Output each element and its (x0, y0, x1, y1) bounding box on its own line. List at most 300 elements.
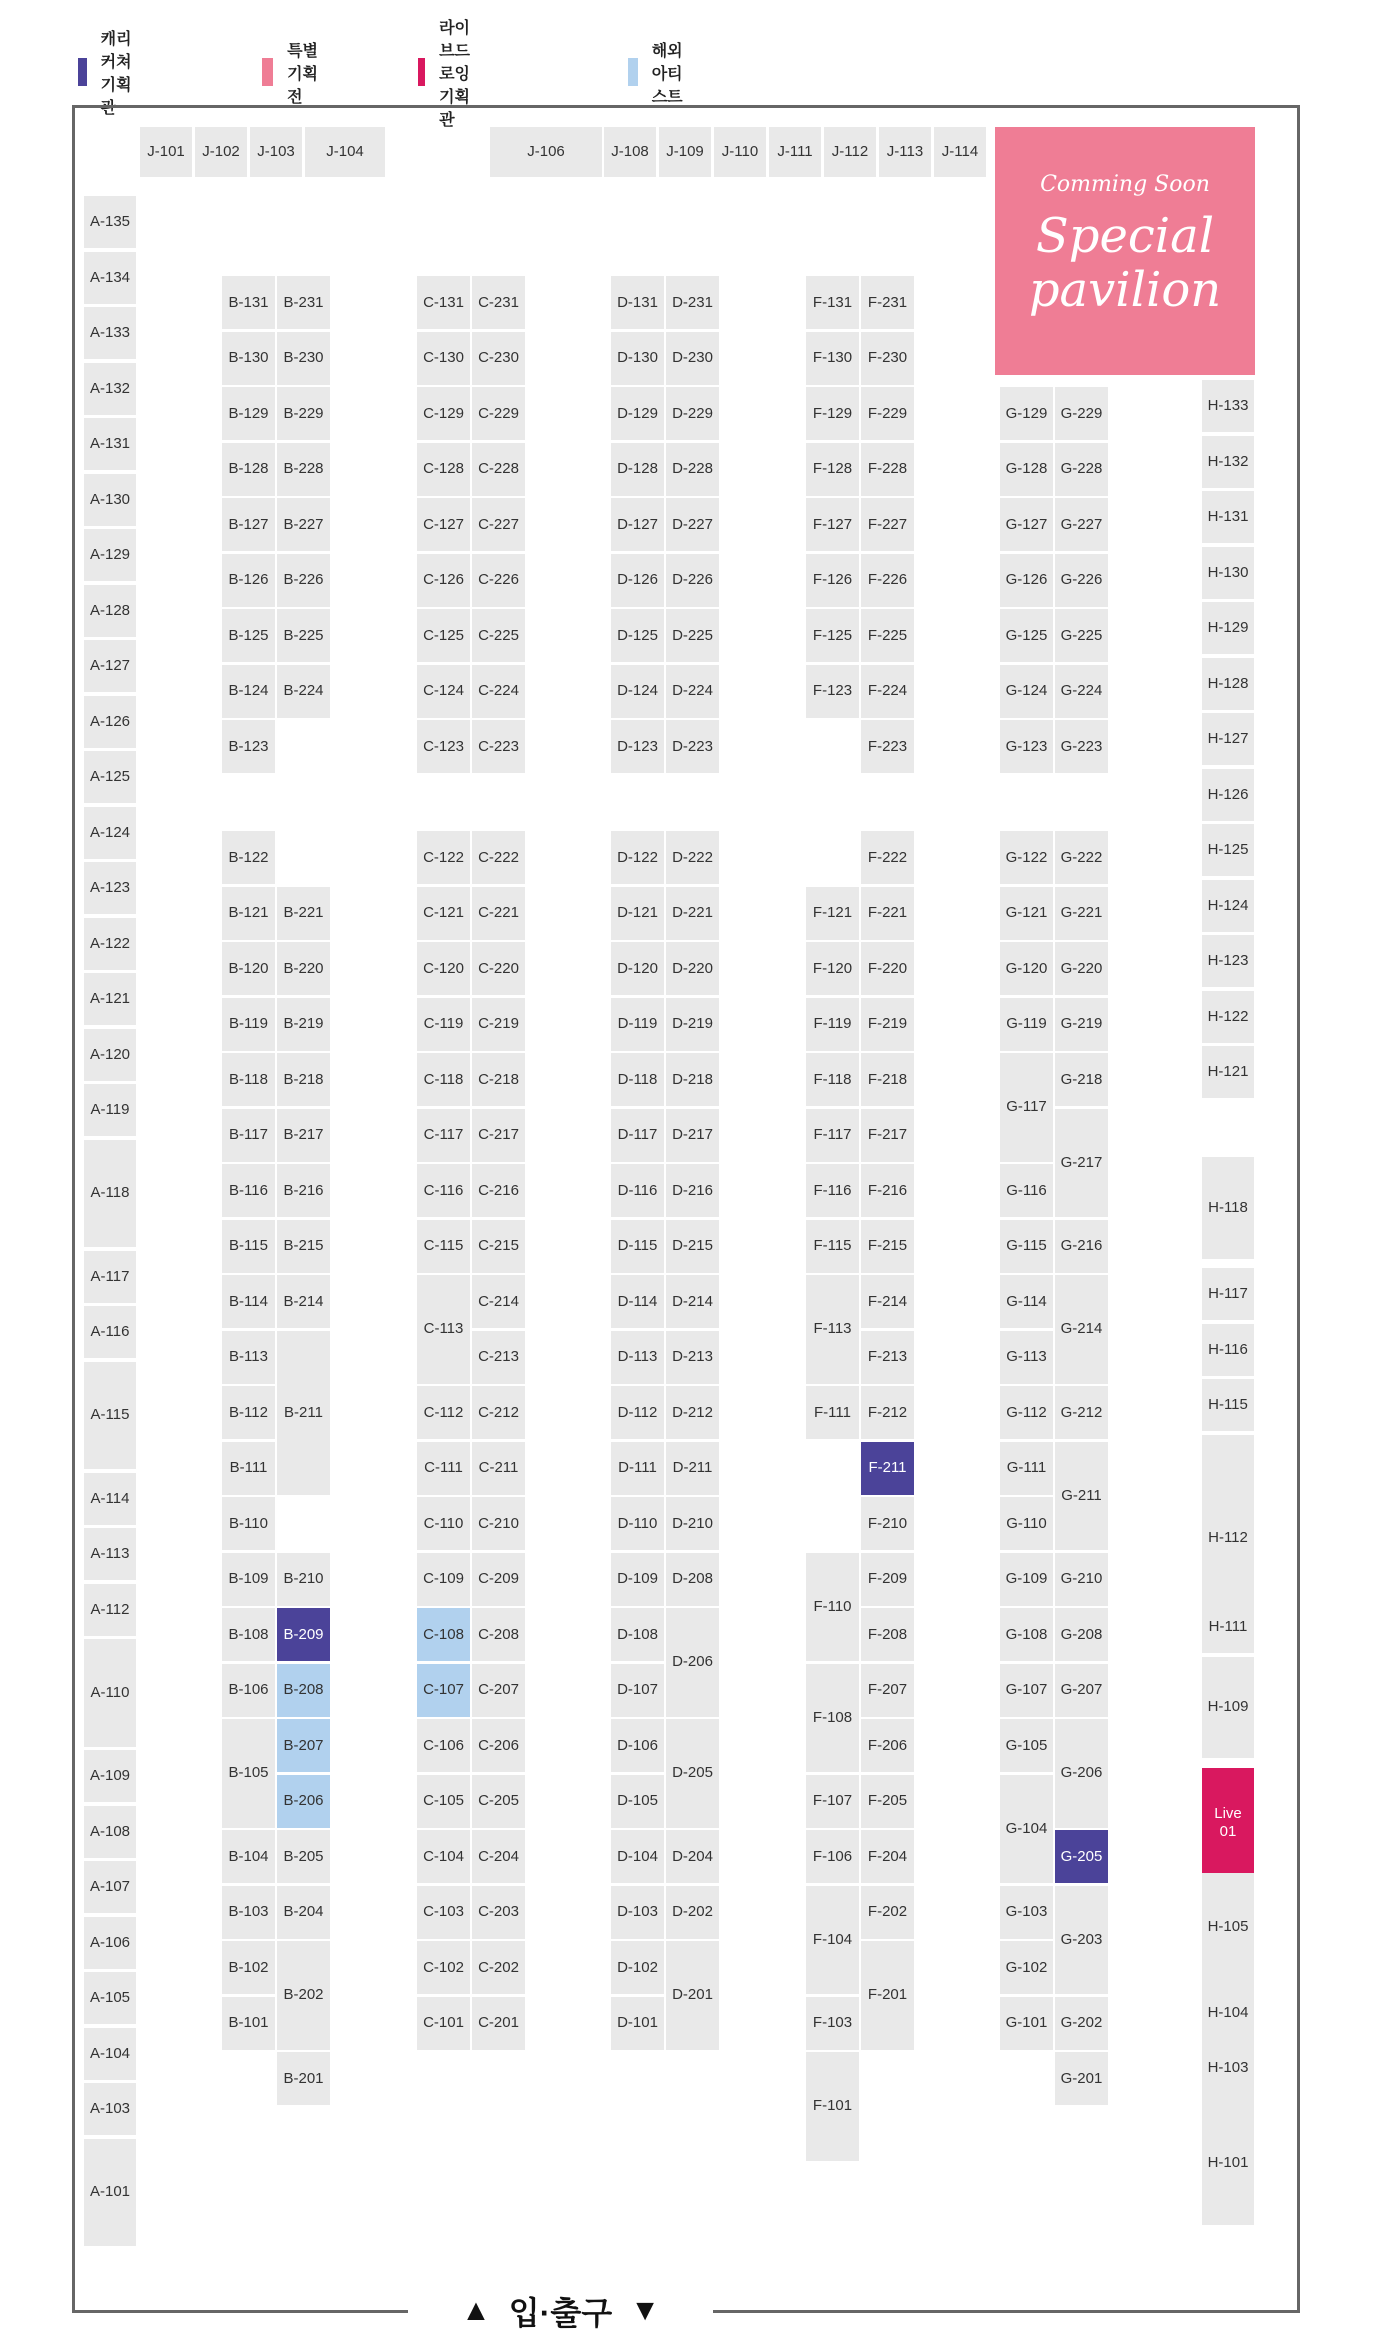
booth-f2-9[interactable]: F-222 (861, 831, 914, 884)
booth-c2-9[interactable]: C-222 (472, 831, 525, 884)
booth-g1-8[interactable]: G-121 (1000, 887, 1053, 940)
booth-d1-13[interactable]: D-118 (611, 1053, 664, 1106)
booth-d1-4[interactable]: D-127 (611, 498, 664, 551)
booth-f2-20[interactable]: F-211 (861, 1442, 914, 1495)
booth-c2-28[interactable]: C-203 (472, 1886, 525, 1939)
booth-a-30[interactable]: A-104 (84, 2028, 136, 2080)
booth-d1-21[interactable]: D-110 (611, 1497, 664, 1550)
booth-d2-13[interactable]: D-218 (666, 1053, 719, 1106)
booth-c1-5[interactable]: C-126 (417, 554, 470, 607)
booth-c1-16[interactable]: C-115 (417, 1220, 470, 1273)
booth-f2-0[interactable]: F-231 (861, 276, 914, 329)
booth-b1-4[interactable]: B-127 (222, 498, 275, 551)
booth-d1-24[interactable]: D-107 (611, 1664, 664, 1717)
booth-c1-22[interactable]: C-108 (417, 1608, 470, 1661)
booth-c2-3[interactable]: C-228 (472, 443, 525, 496)
booth-f2-13[interactable]: F-218 (861, 1053, 914, 1106)
booth-b2-11[interactable]: B-218 (277, 1053, 330, 1106)
booth-c2-22[interactable]: C-209 (472, 1553, 525, 1606)
booth-a-20[interactable]: A-115 (84, 1362, 136, 1470)
booth-b1-12[interactable]: B-119 (222, 998, 275, 1051)
booth-a-24[interactable]: A-110 (84, 1639, 136, 1747)
booth-f1-19[interactable]: F-107 (806, 1775, 859, 1828)
booth-b2-13[interactable]: B-216 (277, 1164, 330, 1217)
booth-f2-8[interactable]: F-223 (861, 720, 914, 773)
booth-d2-0[interactable]: D-231 (666, 276, 719, 329)
booth-a-14[interactable]: A-121 (84, 973, 136, 1025)
booth-b2-16[interactable]: B-211 (277, 1331, 330, 1495)
booth-g1-12[interactable]: G-116 (1000, 1164, 1053, 1217)
booth-c1-11[interactable]: C-120 (417, 942, 470, 995)
booth-c2-25[interactable]: C-206 (472, 1719, 525, 1772)
booth-c2-17[interactable]: C-214 (472, 1275, 525, 1328)
booth-c1-23[interactable]: C-107 (417, 1664, 470, 1717)
booth-b1-3[interactable]: B-128 (222, 443, 275, 496)
booth-a-22[interactable]: A-113 (84, 1528, 136, 1580)
booth-g1-11[interactable]: G-117 (1000, 1053, 1053, 1162)
booth-d1-17[interactable]: D-114 (611, 1275, 664, 1328)
booth-j-0[interactable]: J-101 (140, 127, 192, 177)
booth-g1-2[interactable]: G-127 (1000, 498, 1053, 551)
booth-b1-6[interactable]: B-125 (222, 609, 275, 662)
booth-f2-19[interactable]: F-212 (861, 1386, 914, 1439)
booth-c2-18[interactable]: C-213 (472, 1331, 525, 1384)
booth-g2-22[interactable]: G-203 (1055, 1886, 1108, 1995)
booth-g1-22[interactable]: G-105 (1000, 1719, 1053, 1772)
booth-h-8[interactable]: H-125 (1202, 824, 1254, 876)
booth-c1-7[interactable]: C-124 (417, 665, 470, 718)
booth-a-5[interactable]: A-130 (84, 474, 136, 526)
booth-d2-9[interactable]: D-222 (666, 831, 719, 884)
booth-f1-22[interactable]: F-103 (806, 1997, 859, 2050)
booth-j-3[interactable]: J-104 (305, 127, 385, 177)
booth-f2-15[interactable]: F-216 (861, 1164, 914, 1217)
booth-f2-25[interactable]: F-206 (861, 1719, 914, 1772)
booth-b1-19[interactable]: B-112 (222, 1386, 275, 1439)
booth-d1-20[interactable]: D-111 (611, 1442, 664, 1495)
booth-b2-1[interactable]: B-230 (277, 332, 330, 385)
booth-b2-24[interactable]: B-202 (277, 1941, 330, 2050)
booth-b2-5[interactable]: B-226 (277, 554, 330, 607)
booth-g1-6[interactable]: G-123 (1000, 720, 1053, 773)
booth-g2-17[interactable]: G-210 (1055, 1553, 1108, 1606)
booth-d2-18[interactable]: D-213 (666, 1331, 719, 1384)
booth-c2-2[interactable]: C-229 (472, 387, 525, 440)
booth-d2-21[interactable]: D-210 (666, 1497, 719, 1550)
booth-d1-6[interactable]: D-125 (611, 609, 664, 662)
booth-b2-2[interactable]: B-229 (277, 387, 330, 440)
booth-c2-29[interactable]: C-202 (472, 1941, 525, 1994)
booth-d2-16[interactable]: D-215 (666, 1220, 719, 1273)
booth-a-6[interactable]: A-129 (84, 529, 136, 581)
booth-g2-20[interactable]: G-206 (1055, 1719, 1108, 1828)
booth-d2-12[interactable]: D-219 (666, 998, 719, 1051)
booth-d1-9[interactable]: D-122 (611, 831, 664, 884)
booth-h-1[interactable]: H-132 (1202, 436, 1254, 488)
booth-d1-15[interactable]: D-116 (611, 1164, 664, 1217)
booth-b2-21[interactable]: B-206 (277, 1775, 330, 1828)
booth-c2-5[interactable]: C-226 (472, 554, 525, 607)
booth-b1-10[interactable]: B-121 (222, 887, 275, 940)
booth-d2-26[interactable]: D-202 (666, 1886, 719, 1939)
booth-c1-4[interactable]: C-127 (417, 498, 470, 551)
booth-d1-1[interactable]: D-130 (611, 332, 664, 385)
booth-d1-0[interactable]: D-131 (611, 276, 664, 329)
booth-c1-2[interactable]: C-129 (417, 387, 470, 440)
booth-g1-4[interactable]: G-125 (1000, 609, 1053, 662)
booth-d2-1[interactable]: D-230 (666, 332, 719, 385)
booth-f1-14[interactable]: F-115 (806, 1220, 859, 1273)
booth-b1-29[interactable]: B-101 (222, 1997, 275, 2050)
booth-j-7[interactable]: J-110 (714, 127, 766, 177)
booth-d2-2[interactable]: D-229 (666, 387, 719, 440)
booth-f1-4[interactable]: F-127 (806, 498, 859, 551)
booth-f2-23[interactable]: F-208 (861, 1608, 914, 1661)
booth-c2-6[interactable]: C-225 (472, 609, 525, 662)
booth-f1-16[interactable]: F-111 (806, 1386, 859, 1439)
booth-g2-13[interactable]: G-216 (1055, 1220, 1108, 1273)
booth-a-10[interactable]: A-125 (84, 751, 136, 803)
booth-j-8[interactable]: J-111 (769, 127, 821, 177)
booth-c2-15[interactable]: C-216 (472, 1164, 525, 1217)
booth-a-18[interactable]: A-117 (84, 1251, 136, 1303)
booth-a-11[interactable]: A-124 (84, 807, 136, 859)
booth-g2-19[interactable]: G-207 (1055, 1664, 1108, 1717)
booth-g1-24[interactable]: G-103 (1000, 1886, 1053, 1939)
booth-g1-17[interactable]: G-111 (1000, 1442, 1053, 1495)
booth-b1-18[interactable]: B-113 (222, 1331, 275, 1384)
booth-c2-23[interactable]: C-208 (472, 1608, 525, 1661)
booth-g1-5[interactable]: G-124 (1000, 665, 1053, 718)
booth-c1-19[interactable]: C-111 (417, 1442, 470, 1495)
booth-c1-14[interactable]: C-117 (417, 1109, 470, 1162)
booth-b2-14[interactable]: B-215 (277, 1220, 330, 1273)
booth-g2-8[interactable]: G-221 (1055, 887, 1108, 940)
booth-g2-16[interactable]: G-211 (1055, 1442, 1108, 1551)
booth-j-6[interactable]: J-109 (659, 127, 711, 177)
booth-d1-3[interactable]: D-128 (611, 443, 664, 496)
booth-b2-12[interactable]: B-217 (277, 1109, 330, 1162)
booth-g1-18[interactable]: G-110 (1000, 1497, 1053, 1550)
booth-d1-19[interactable]: D-112 (611, 1386, 664, 1439)
booth-b1-13[interactable]: B-118 (222, 1053, 275, 1106)
booth-f2-11[interactable]: F-220 (861, 942, 914, 995)
booth-d1-26[interactable]: D-105 (611, 1775, 664, 1828)
booth-g1-13[interactable]: G-115 (1000, 1220, 1053, 1273)
booth-g1-3[interactable]: G-126 (1000, 554, 1053, 607)
booth-d1-27[interactable]: D-104 (611, 1830, 664, 1883)
booth-g2-0[interactable]: G-229 (1055, 387, 1108, 440)
booth-g2-2[interactable]: G-227 (1055, 498, 1108, 551)
booth-a-1[interactable]: A-134 (84, 252, 136, 304)
booth-c2-16[interactable]: C-215 (472, 1220, 525, 1273)
booth-c2-11[interactable]: C-220 (472, 942, 525, 995)
booth-b2-7[interactable]: B-224 (277, 665, 330, 718)
booth-d2-6[interactable]: D-225 (666, 609, 719, 662)
booth-h-16[interactable]: H-115 (1202, 1379, 1254, 1431)
booth-d2-17[interactable]: D-214 (666, 1275, 719, 1328)
booth-d2-10[interactable]: D-221 (666, 887, 719, 940)
booth-c2-13[interactable]: C-218 (472, 1053, 525, 1106)
booth-h-15[interactable]: H-116 (1202, 1324, 1254, 1376)
booth-d2-11[interactable]: D-220 (666, 942, 719, 995)
booth-f2-4[interactable]: F-227 (861, 498, 914, 551)
booth-f2-12[interactable]: F-219 (861, 998, 914, 1051)
booth-f2-1[interactable]: F-230 (861, 332, 914, 385)
booth-f2-7[interactable]: F-224 (861, 665, 914, 718)
booth-b2-17[interactable]: B-210 (277, 1553, 330, 1606)
booth-h-13[interactable]: H-118 (1202, 1157, 1254, 1259)
booth-h-0[interactable]: H-133 (1202, 380, 1254, 432)
booth-b2-19[interactable]: B-208 (277, 1664, 330, 1717)
booth-b2-22[interactable]: B-205 (277, 1830, 330, 1883)
booth-d2-15[interactable]: D-216 (666, 1164, 719, 1217)
booth-g1-26[interactable]: G-101 (1000, 1997, 1053, 2050)
booth-j-9[interactable]: J-112 (824, 127, 876, 177)
booth-d1-23[interactable]: D-108 (611, 1608, 664, 1661)
booth-g2-1[interactable]: G-228 (1055, 443, 1108, 496)
booth-d1-18[interactable]: D-113 (611, 1331, 664, 1384)
booth-f1-2[interactable]: F-129 (806, 387, 859, 440)
booth-a-32[interactable]: A-101 (84, 2139, 136, 2247)
booth-c1-10[interactable]: C-121 (417, 887, 470, 940)
booth-f2-22[interactable]: F-209 (861, 1553, 914, 1606)
booth-c2-24[interactable]: C-207 (472, 1664, 525, 1717)
booth-a-13[interactable]: A-122 (84, 918, 136, 970)
booth-g2-12[interactable]: G-217 (1055, 1109, 1108, 1218)
booth-f1-5[interactable]: F-126 (806, 554, 859, 607)
booth-a-0[interactable]: A-135 (84, 196, 136, 248)
booth-a-8[interactable]: A-127 (84, 640, 136, 692)
booth-f1-23[interactable]: F-101 (806, 2052, 859, 2161)
special-pavilion[interactable] (995, 127, 1255, 375)
booth-c2-8[interactable]: C-223 (472, 720, 525, 773)
booth-c2-12[interactable]: C-219 (472, 998, 525, 1051)
booth-g2-18[interactable]: G-208 (1055, 1608, 1108, 1661)
booth-d1-5[interactable]: D-126 (611, 554, 664, 607)
booth-g2-24[interactable]: G-201 (1055, 2052, 1108, 2105)
booth-f2-10[interactable]: F-221 (861, 887, 914, 940)
booth-h-21[interactable]: H-105 (1202, 1873, 1254, 1981)
booth-g1-10[interactable]: G-119 (1000, 998, 1053, 1051)
booth-b1-22[interactable]: B-109 (222, 1553, 275, 1606)
booth-d2-20[interactable]: D-211 (666, 1442, 719, 1495)
booth-b2-10[interactable]: B-219 (277, 998, 330, 1051)
booth-b2-25[interactable]: B-201 (277, 2052, 330, 2105)
booth-h-20[interactable]: Live 01 (1202, 1768, 1254, 1878)
booth-b2-8[interactable]: B-221 (277, 887, 330, 940)
booth-a-25[interactable]: A-109 (84, 1750, 136, 1802)
booth-g1-25[interactable]: G-102 (1000, 1941, 1053, 1994)
booth-b2-9[interactable]: B-220 (277, 942, 330, 995)
booth-h-23[interactable]: H-103 (1202, 2034, 1254, 2103)
booth-b1-26[interactable]: B-104 (222, 1830, 275, 1883)
booth-g2-7[interactable]: G-222 (1055, 831, 1108, 884)
booth-b2-3[interactable]: B-228 (277, 443, 330, 496)
booth-c2-10[interactable]: C-221 (472, 887, 525, 940)
booth-b2-18[interactable]: B-209 (277, 1608, 330, 1661)
booth-b1-5[interactable]: B-126 (222, 554, 275, 607)
booth-h-11[interactable]: H-122 (1202, 991, 1254, 1043)
booth-c2-30[interactable]: C-201 (472, 1997, 525, 2050)
booth-c1-20[interactable]: C-110 (417, 1497, 470, 1550)
booth-d2-19[interactable]: D-212 (666, 1386, 719, 1439)
booth-g1-20[interactable]: G-108 (1000, 1608, 1053, 1661)
booth-d1-29[interactable]: D-102 (611, 1941, 664, 1994)
booth-c2-1[interactable]: C-230 (472, 332, 525, 385)
booth-f1-20[interactable]: F-106 (806, 1830, 859, 1883)
booth-d1-22[interactable]: D-109 (611, 1553, 664, 1606)
booth-c2-20[interactable]: C-211 (472, 1442, 525, 1495)
booth-g1-7[interactable]: G-122 (1000, 831, 1053, 884)
booth-d1-14[interactable]: D-117 (611, 1109, 664, 1162)
booth-j-4[interactable]: J-106 (490, 127, 602, 177)
booth-h-18[interactable]: H-111 (1202, 1601, 1254, 1653)
booth-h-6[interactable]: H-127 (1202, 713, 1254, 765)
booth-a-26[interactable]: A-108 (84, 1806, 136, 1858)
booth-b1-16[interactable]: B-115 (222, 1220, 275, 1273)
booth-g2-3[interactable]: G-226 (1055, 554, 1108, 607)
booth-f2-27[interactable]: F-204 (861, 1830, 914, 1883)
booth-d2-25[interactable]: D-204 (666, 1830, 719, 1883)
booth-d1-16[interactable]: D-115 (611, 1220, 664, 1273)
booth-b2-6[interactable]: B-225 (277, 609, 330, 662)
booth-g2-15[interactable]: G-212 (1055, 1386, 1108, 1439)
booth-a-21[interactable]: A-114 (84, 1473, 136, 1525)
booth-g1-23[interactable]: G-104 (1000, 1775, 1053, 1884)
booth-f1-21[interactable]: F-104 (806, 1886, 859, 1995)
booth-c2-4[interactable]: C-227 (472, 498, 525, 551)
booth-c2-21[interactable]: C-210 (472, 1497, 525, 1550)
booth-b1-23[interactable]: B-108 (222, 1608, 275, 1661)
booth-c1-17[interactable]: C-113 (417, 1275, 470, 1384)
booth-d2-27[interactable]: D-201 (666, 1941, 719, 2050)
booth-c1-3[interactable]: C-128 (417, 443, 470, 496)
booth-b1-0[interactable]: B-131 (222, 276, 275, 329)
booth-g1-9[interactable]: G-120 (1000, 942, 1053, 995)
booth-f2-17[interactable]: F-214 (861, 1275, 914, 1328)
booth-c1-15[interactable]: C-116 (417, 1164, 470, 1217)
booth-d2-23[interactable]: D-206 (666, 1608, 719, 1717)
booth-h-24[interactable]: H-101 (1202, 2101, 1254, 2225)
booth-b1-28[interactable]: B-102 (222, 1941, 275, 1994)
booth-a-15[interactable]: A-120 (84, 1029, 136, 1081)
booth-b1-7[interactable]: B-124 (222, 665, 275, 718)
booth-b1-17[interactable]: B-114 (222, 1275, 275, 1328)
booth-c2-27[interactable]: C-204 (472, 1830, 525, 1883)
booth-g2-21[interactable]: G-205 (1055, 1830, 1108, 1883)
booth-a-12[interactable]: A-123 (84, 862, 136, 914)
booth-c1-13[interactable]: C-118 (417, 1053, 470, 1106)
booth-j-2[interactable]: J-103 (250, 127, 302, 177)
booth-d1-11[interactable]: D-120 (611, 942, 664, 995)
booth-f2-29[interactable]: F-201 (861, 1941, 914, 2050)
booth-g1-19[interactable]: G-109 (1000, 1553, 1053, 1606)
booth-g1-16[interactable]: G-112 (1000, 1386, 1053, 1439)
booth-g2-14[interactable]: G-214 (1055, 1275, 1108, 1384)
booth-f2-16[interactable]: F-215 (861, 1220, 914, 1273)
booth-c1-29[interactable]: C-101 (417, 1997, 470, 2050)
booth-c1-9[interactable]: C-122 (417, 831, 470, 884)
booth-d1-28[interactable]: D-103 (611, 1886, 664, 1939)
booth-g2-5[interactable]: G-224 (1055, 665, 1108, 718)
booth-b1-14[interactable]: B-117 (222, 1109, 275, 1162)
booth-f1-1[interactable]: F-130 (806, 332, 859, 385)
booth-b1-1[interactable]: B-130 (222, 332, 275, 385)
booth-c1-6[interactable]: C-125 (417, 609, 470, 662)
booth-h-10[interactable]: H-123 (1202, 935, 1254, 987)
booth-a-31[interactable]: A-103 (84, 2083, 136, 2135)
booth-c1-1[interactable]: C-130 (417, 332, 470, 385)
booth-f1-10[interactable]: F-119 (806, 998, 859, 1051)
booth-a-16[interactable]: A-119 (84, 1084, 136, 1136)
booth-c1-8[interactable]: C-123 (417, 720, 470, 773)
booth-f1-0[interactable]: F-131 (806, 276, 859, 329)
booth-h-3[interactable]: H-130 (1202, 547, 1254, 599)
booth-d2-7[interactable]: D-224 (666, 665, 719, 718)
booth-f1-9[interactable]: F-120 (806, 942, 859, 995)
booth-g2-9[interactable]: G-220 (1055, 942, 1108, 995)
booth-g1-1[interactable]: G-128 (1000, 443, 1053, 496)
booth-f1-12[interactable]: F-117 (806, 1109, 859, 1162)
booth-c2-7[interactable]: C-224 (472, 665, 525, 718)
booth-d1-10[interactable]: D-121 (611, 887, 664, 940)
booth-g2-10[interactable]: G-219 (1055, 998, 1108, 1051)
booth-f2-26[interactable]: F-205 (861, 1775, 914, 1828)
booth-c2-19[interactable]: C-212 (472, 1386, 525, 1439)
booth-a-3[interactable]: A-132 (84, 363, 136, 415)
booth-c1-21[interactable]: C-109 (417, 1553, 470, 1606)
booth-b1-8[interactable]: B-123 (222, 720, 275, 773)
booth-h-4[interactable]: H-129 (1202, 602, 1254, 654)
booth-f1-18[interactable]: F-108 (806, 1664, 859, 1773)
booth-d2-22[interactable]: D-208 (666, 1553, 719, 1606)
booth-d1-30[interactable]: D-101 (611, 1997, 664, 2050)
booth-b1-9[interactable]: B-122 (222, 831, 275, 884)
booth-b2-4[interactable]: B-227 (277, 498, 330, 551)
booth-b1-21[interactable]: B-110 (222, 1497, 275, 1550)
booth-d2-8[interactable]: D-223 (666, 720, 719, 773)
booth-b2-0[interactable]: B-231 (277, 276, 330, 329)
booth-b1-20[interactable]: B-111 (222, 1442, 275, 1495)
booth-f2-21[interactable]: F-210 (861, 1497, 914, 1550)
booth-f2-2[interactable]: F-229 (861, 387, 914, 440)
booth-j-5[interactable]: J-108 (604, 127, 656, 177)
booth-h-22[interactable]: H-104 (1202, 1978, 1254, 2047)
booth-d1-25[interactable]: D-106 (611, 1719, 664, 1772)
booth-d2-24[interactable]: D-205 (666, 1719, 719, 1828)
booth-j-10[interactable]: J-113 (879, 127, 931, 177)
booth-h-12[interactable]: H-121 (1202, 1046, 1254, 1098)
booth-c1-26[interactable]: C-104 (417, 1830, 470, 1883)
booth-b2-20[interactable]: B-207 (277, 1719, 330, 1772)
booth-a-23[interactable]: A-112 (84, 1584, 136, 1636)
booth-d1-2[interactable]: D-129 (611, 387, 664, 440)
booth-d1-12[interactable]: D-119 (611, 998, 664, 1051)
booth-c1-25[interactable]: C-105 (417, 1775, 470, 1828)
booth-c1-24[interactable]: C-106 (417, 1719, 470, 1772)
booth-b1-2[interactable]: B-129 (222, 387, 275, 440)
booth-c1-28[interactable]: C-102 (417, 1941, 470, 1994)
booth-g1-21[interactable]: G-107 (1000, 1664, 1053, 1717)
booth-g1-0[interactable]: G-129 (1000, 387, 1053, 440)
booth-h-17[interactable]: H-112 (1202, 1435, 1254, 1642)
booth-f1-3[interactable]: F-128 (806, 443, 859, 496)
booth-b2-23[interactable]: B-204 (277, 1886, 330, 1939)
booth-b1-25[interactable]: B-105 (222, 1719, 275, 1828)
booth-j-11[interactable]: J-114 (934, 127, 986, 177)
booth-d2-5[interactable]: D-226 (666, 554, 719, 607)
